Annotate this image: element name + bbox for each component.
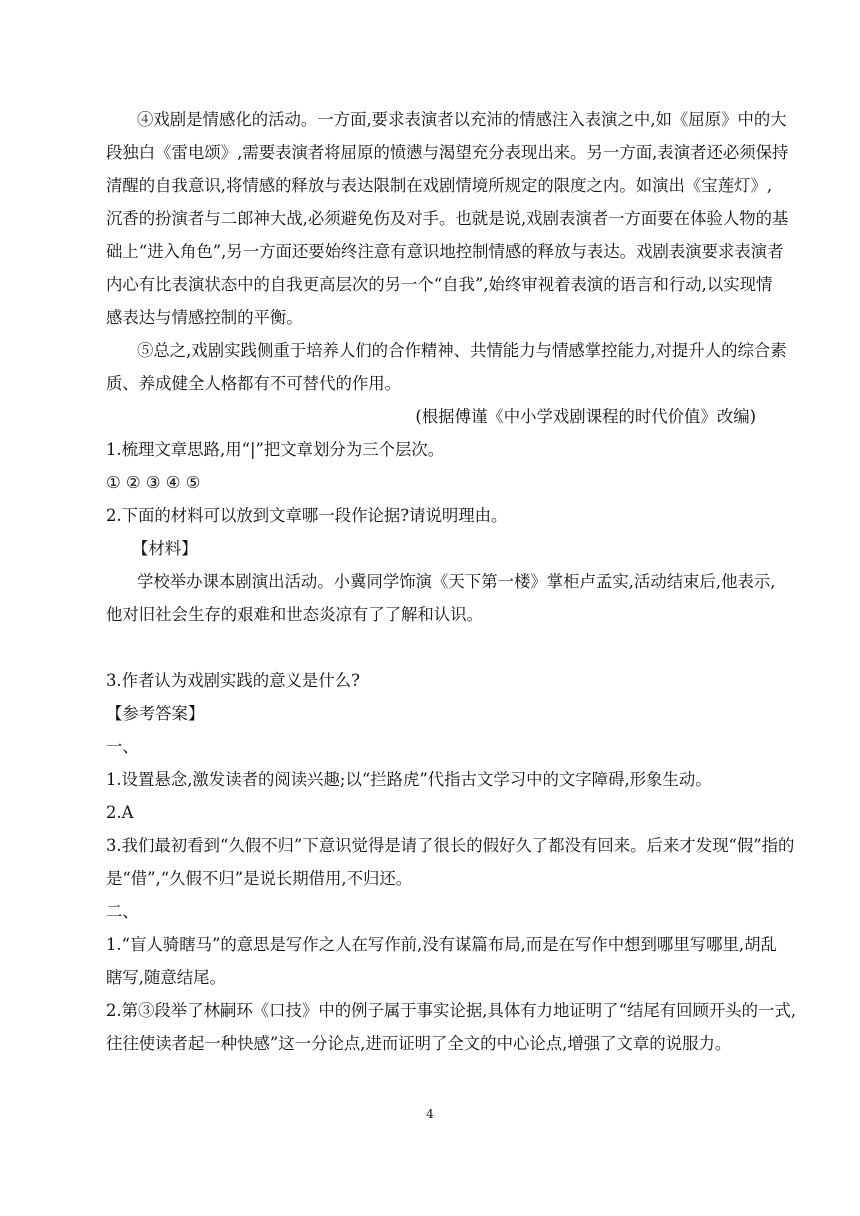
answer-2-2-line-1: 2.第③段举了林嗣环《口技》中的例子属于事实论据,具体有力地证明了“结尾有回顾开头的一式, — [106, 1001, 797, 1020]
answer-2-1-line-2: 瞎写,随意结尾。 — [106, 968, 226, 987]
paragraph-4-line-6: 内心有比表演状态中的自我更高层次的另一个“自我”,始终审视着表演的语言和行动,以实现情 — [106, 275, 773, 294]
paragraph-5-line-1: ⑤总之,戏剧实践侧重于培养人们的合作精神、共情能力与情感掌控能力,对提升人的综合素 — [137, 341, 787, 360]
paragraph-5-line-2: 质、养成健全人格都有不可替代的作用。 — [106, 374, 402, 393]
answer-1-2: 2.A — [106, 803, 134, 822]
paragraph-markers: ① ② ③ ④ ⑤ — [106, 473, 201, 492]
paragraph-4-line-5: 础上“进入角色”,另一方面还要始终注意有意识地控制情感的释放与表达。戏剧表演要求表演者 — [106, 242, 784, 261]
answer-heading: 【参考答案】 — [106, 704, 205, 723]
paragraph-4-line-4: 沉香的扮演者与二郎神大战,必须避免伤及对手。也就是说,戏剧表演者一方面要在体验人物的基 — [106, 209, 789, 228]
section-two-heading: 二、 — [106, 902, 139, 921]
answer-1-3-line-2: 是“借”,“久假不归”是说长期借用,不归还。 — [106, 869, 413, 888]
material-line-2: 他对旧社会生存的艰难和世态炎凉有了了解和认识。 — [106, 605, 483, 624]
material-heading: 【材料】 — [132, 539, 198, 558]
paragraph-4-line-3: 清醒的自我意识,将情感的释放与表达限制在戏剧情境所规定的限度之内。如演出《宝莲灯》, — [106, 176, 773, 195]
material-line-1: 学校举办课本剧演出活动。小冀同学饰演《天下第一楼》掌柜卢孟实,活动结束后,他表示, — [137, 572, 776, 591]
section-one-heading: 一、 — [106, 737, 139, 756]
paragraph-4-line-2: 段独白《雷电颂》,需要表演者将屈原的愤懑与渴望充分表现出来。另一方面,表演者还必须保持 — [106, 143, 789, 162]
paragraph-4-line-7: 感表达与情感控制的平衡。 — [106, 308, 303, 327]
page-number: 4 — [426, 1107, 434, 1121]
question-3: 3.作者认为戏剧实践的意义是什么? — [106, 671, 360, 690]
source-citation: (根据傅谨《中小学戏剧课程的时代价值》改编) — [415, 407, 756, 426]
question-1: 1.梳理文章思路,用“|”把文章划分为三个层次。 — [106, 440, 445, 459]
paragraph-4-line-1: ④戏剧是情感化的活动。一方面,要求表演者以充沛的情感注入表演之中,如《屈原》中的大 — [137, 110, 787, 129]
answer-1-1: 1.设置悬念,激发读者的阅读兴趣;以“拦路虎”代指古文学习中的文字障碍,形象生动。 — [106, 770, 712, 789]
answer-1-3-line-1: 3.我们最初看到“久假不归”下意识觉得是请了很长的假好久了都没有回来。后来才发现“假”指的 — [106, 836, 795, 855]
question-2: 2.下面的材料可以放到文章哪一段作论据?请说明理由。 — [106, 506, 508, 525]
answer-2-2-line-2: 往往使读者起一种快感”这一分论点,进而证明了全文的中心论点,增强了文章的说服力。 — [106, 1034, 732, 1053]
answer-2-1-line-1: 1.“盲人骑瞎马”的意思是写作之人在写作前,没有谋篇布局,而是在写作中想到哪里写哪里,胡乱 — [106, 935, 777, 954]
